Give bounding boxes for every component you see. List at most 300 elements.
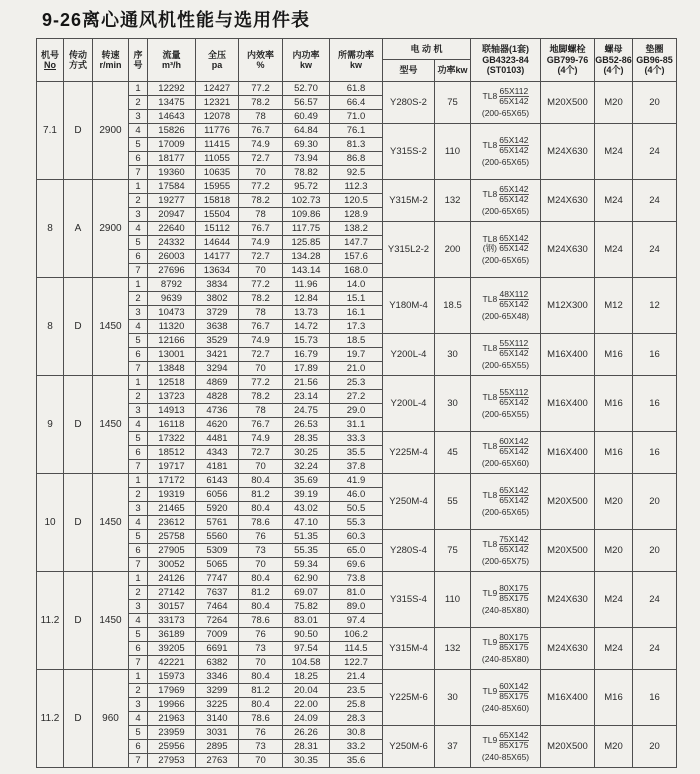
cell-required-power: 76.1 [330, 124, 383, 138]
cell-flow: 19319 [148, 488, 196, 502]
cell-required-power: 71.0 [330, 110, 383, 124]
column-header-motor: 电 动 机 [383, 39, 471, 60]
cell-machine-no: 7.1 [37, 82, 64, 180]
cell-required-power: 97.4 [330, 614, 383, 628]
cell-pressure: 4181 [196, 460, 239, 474]
cell-motor-power: 18.5 [435, 278, 471, 334]
cell-flow: 23959 [148, 726, 196, 740]
cell-nut: M12 [595, 278, 633, 334]
table-row [37, 278, 677, 292]
table-row [37, 82, 677, 96]
column-header: 联轴器(1套) GB4323-84 (ST0103) [471, 39, 541, 82]
table-row [37, 726, 677, 740]
cell-seq: 1 [129, 572, 148, 586]
cell-required-power: 41.9 [330, 474, 383, 488]
cell-anchor-bolt: M20X500 [541, 726, 595, 768]
cell-coupling: TL8 $\frac{60X142}{65X142}$ (200-65X60) [471, 432, 541, 474]
cell-efficiency: 72.7 [239, 446, 283, 460]
cell-seq: 4 [129, 320, 148, 334]
table-body [37, 82, 677, 768]
cell-seq: 7 [129, 362, 148, 376]
cell-seq: 4 [129, 614, 148, 628]
cell-efficiency: 81.2 [239, 684, 283, 698]
cell-internal-power: 69.30 [283, 138, 330, 152]
cell-seq: 3 [129, 600, 148, 614]
cell-seq: 5 [129, 236, 148, 250]
cell-efficiency: 78.6 [239, 614, 283, 628]
cell-pressure: 14644 [196, 236, 239, 250]
cell-flow: 11320 [148, 320, 196, 334]
cell-pressure: 15818 [196, 194, 239, 208]
column-header: 螺母 GB52-86 (4个) [595, 39, 633, 82]
column-header: 机号 No [37, 39, 64, 82]
column-subheader: 型号 [383, 60, 435, 82]
cell-machine-no: 8 [37, 278, 64, 376]
cell-required-power: 157.6 [330, 250, 383, 264]
cell-motor-model: Y280S-2 [383, 82, 435, 124]
cell-anchor-bolt: M16X400 [541, 376, 595, 432]
cell-coupling: TL8 $\frac{55X112}{65X142}$ (200-65X55) [471, 334, 541, 376]
cell-flow: 25956 [148, 740, 196, 754]
cell-anchor-bolt: M16X400 [541, 432, 595, 474]
cell-washer: 12 [633, 278, 677, 334]
table-row [37, 222, 677, 236]
cell-flow: 24126 [148, 572, 196, 586]
cell-anchor-bolt: M20X500 [541, 82, 595, 124]
cell-flow: 26003 [148, 250, 196, 264]
cell-seq: 1 [129, 670, 148, 684]
cell-internal-power: 109.86 [283, 208, 330, 222]
cell-pressure: 10635 [196, 166, 239, 180]
cell-anchor-bolt: M24X630 [541, 572, 595, 628]
cell-efficiency: 74.9 [239, 138, 283, 152]
cell-internal-power: 59.34 [283, 558, 330, 572]
cell-nut: M20 [595, 726, 633, 768]
cell-motor-power: 30 [435, 334, 471, 376]
cell-internal-power: 64.84 [283, 124, 330, 138]
cell-required-power: 128.9 [330, 208, 383, 222]
page-title: 9-26离心通风机性能与选用件表 [42, 10, 311, 30]
cell-pressure: 3802 [196, 292, 239, 306]
cell-washer: 20 [633, 82, 677, 124]
cell-flow: 13475 [148, 96, 196, 110]
cell-anchor-bolt: M12X300 [541, 278, 595, 334]
cell-pressure: 15955 [196, 180, 239, 194]
cell-flow: 27905 [148, 544, 196, 558]
cell-internal-power: 83.01 [283, 614, 330, 628]
cell-internal-power: 90.50 [283, 628, 330, 642]
cell-efficiency: 76 [239, 726, 283, 740]
cell-pressure: 3346 [196, 670, 239, 684]
column-header: 全压 pa [196, 39, 239, 82]
cell-drive-mode: D [64, 474, 93, 572]
cell-required-power: 89.0 [330, 600, 383, 614]
cell-required-power: 21.4 [330, 670, 383, 684]
cell-efficiency: 73 [239, 740, 283, 754]
cell-internal-power: 26.26 [283, 726, 330, 740]
cell-required-power: 33.2 [330, 740, 383, 754]
cell-pressure: 3294 [196, 362, 239, 376]
cell-pressure: 11055 [196, 152, 239, 166]
cell-seq: 6 [129, 740, 148, 754]
cell-efficiency: 77.2 [239, 180, 283, 194]
cell-efficiency: 76.7 [239, 124, 283, 138]
cell-pressure: 11415 [196, 138, 239, 152]
cell-seq: 7 [129, 558, 148, 572]
cell-required-power: 28.3 [330, 712, 383, 726]
cell-seq: 2 [129, 292, 148, 306]
cell-nut: M20 [595, 530, 633, 572]
cell-internal-power: 69.07 [283, 586, 330, 600]
cell-drive-mode: D [64, 376, 93, 474]
cell-washer: 24 [633, 124, 677, 180]
cell-flow: 42221 [148, 656, 196, 670]
cell-internal-power: 32.24 [283, 460, 330, 474]
table-row [37, 180, 677, 194]
cell-internal-power: 16.79 [283, 348, 330, 362]
cell-efficiency: 80.4 [239, 600, 283, 614]
cell-internal-power: 18.25 [283, 670, 330, 684]
cell-drive-mode: D [64, 82, 93, 180]
cell-speed: 1450 [93, 376, 129, 474]
cell-machine-no: 9 [37, 376, 64, 474]
cell-internal-power: 30.35 [283, 754, 330, 768]
cell-motor-model: Y280S-4 [383, 530, 435, 572]
cell-efficiency: 70 [239, 754, 283, 768]
cell-motor-model: Y180M-4 [383, 278, 435, 334]
cell-flow: 17969 [148, 684, 196, 698]
cell-required-power: 55.3 [330, 516, 383, 530]
cell-efficiency: 74.9 [239, 236, 283, 250]
column-header: 地脚螺栓 GB799-76 (4个) [541, 39, 595, 82]
cell-motor-power: 75 [435, 530, 471, 572]
cell-seq: 2 [129, 488, 148, 502]
cell-flow: 17322 [148, 432, 196, 446]
cell-internal-power: 24.75 [283, 404, 330, 418]
cell-flow: 17584 [148, 180, 196, 194]
cell-flow: 19277 [148, 194, 196, 208]
cell-required-power: 15.1 [330, 292, 383, 306]
cell-efficiency: 72.7 [239, 348, 283, 362]
column-header: 所需功率 kw [330, 39, 383, 82]
cell-flow: 33173 [148, 614, 196, 628]
cell-seq: 5 [129, 726, 148, 740]
cell-flow: 22640 [148, 222, 196, 236]
cell-seq: 5 [129, 530, 148, 544]
cell-required-power: 81.3 [330, 138, 383, 152]
cell-required-power: 46.0 [330, 488, 383, 502]
cell-speed: 2900 [93, 82, 129, 180]
cell-efficiency: 70 [239, 166, 283, 180]
cell-flow: 21963 [148, 712, 196, 726]
cell-required-power: 16.1 [330, 306, 383, 320]
table-header [37, 39, 677, 82]
cell-seq: 6 [129, 152, 148, 166]
cell-pressure: 7747 [196, 572, 239, 586]
cell-seq: 5 [129, 138, 148, 152]
cell-motor-model: Y315M-2 [383, 180, 435, 222]
cell-washer: 24 [633, 628, 677, 670]
cell-efficiency: 76.7 [239, 222, 283, 236]
cell-internal-power: 51.35 [283, 530, 330, 544]
cell-pressure: 6382 [196, 656, 239, 670]
cell-washer: 20 [633, 530, 677, 572]
cell-required-power: 81.0 [330, 586, 383, 600]
cell-internal-power: 97.54 [283, 642, 330, 656]
cell-pressure: 12321 [196, 96, 239, 110]
table-row [37, 670, 677, 684]
cell-required-power: 92.5 [330, 166, 383, 180]
cell-efficiency: 76.7 [239, 320, 283, 334]
cell-required-power: 65.0 [330, 544, 383, 558]
cell-internal-power: 78.82 [283, 166, 330, 180]
cell-speed: 1450 [93, 278, 129, 376]
header-row [37, 39, 677, 60]
column-subheader: 功率kw [435, 60, 471, 82]
cell-washer: 16 [633, 376, 677, 432]
cell-required-power: 21.0 [330, 362, 383, 376]
cell-flow: 23612 [148, 516, 196, 530]
cell-efficiency: 73 [239, 642, 283, 656]
cell-seq: 7 [129, 460, 148, 474]
cell-seq: 3 [129, 404, 148, 418]
cell-seq: 4 [129, 516, 148, 530]
cell-internal-power: 56.57 [283, 96, 330, 110]
cell-pressure: 15112 [196, 222, 239, 236]
cell-required-power: 31.1 [330, 418, 383, 432]
cell-required-power: 66.4 [330, 96, 383, 110]
cell-required-power: 61.8 [330, 82, 383, 96]
cell-motor-model: Y200L-4 [383, 376, 435, 432]
cell-pressure: 6143 [196, 474, 239, 488]
cell-motor-power: 110 [435, 124, 471, 180]
cell-pressure: 4869 [196, 376, 239, 390]
cell-pressure: 3729 [196, 306, 239, 320]
cell-anchor-bolt: M20X500 [541, 530, 595, 572]
cell-efficiency: 74.9 [239, 432, 283, 446]
cell-seq: 2 [129, 684, 148, 698]
cell-pressure: 3031 [196, 726, 239, 740]
cell-flow: 17172 [148, 474, 196, 488]
cell-motor-power: 110 [435, 572, 471, 628]
cell-efficiency: 78.2 [239, 390, 283, 404]
cell-efficiency: 74.9 [239, 334, 283, 348]
cell-coupling: TL9 $\frac{60X142}{85X175}$ (240-85X60) [471, 670, 541, 726]
cell-pressure: 3529 [196, 334, 239, 348]
cell-pressure: 6691 [196, 642, 239, 656]
cell-pressure: 5560 [196, 530, 239, 544]
cell-efficiency: 78.2 [239, 96, 283, 110]
cell-motor-power: 55 [435, 474, 471, 530]
cell-flow: 12292 [148, 82, 196, 96]
cell-seq: 7 [129, 656, 148, 670]
cell-flow: 16118 [148, 418, 196, 432]
cell-flow: 36189 [148, 628, 196, 642]
cell-required-power: 19.7 [330, 348, 383, 362]
cell-pressure: 2895 [196, 740, 239, 754]
cell-nut: M20 [595, 82, 633, 124]
column-header: 序 号 [129, 39, 148, 82]
cell-internal-power: 23.14 [283, 390, 330, 404]
cell-flow: 25758 [148, 530, 196, 544]
cell-efficiency: 78.6 [239, 516, 283, 530]
cell-internal-power: 102.73 [283, 194, 330, 208]
cell-flow: 17009 [148, 138, 196, 152]
cell-coupling: TL8 $\frac{55X112}{65X142}$ (200-65X55) [471, 376, 541, 432]
cell-flow: 19360 [148, 166, 196, 180]
cell-pressure: 6056 [196, 488, 239, 502]
cell-internal-power: 11.96 [283, 278, 330, 292]
cell-flow: 27696 [148, 264, 196, 278]
cell-pressure: 5761 [196, 516, 239, 530]
cell-washer: 24 [633, 572, 677, 628]
cell-pressure: 13634 [196, 264, 239, 278]
column-header: 垫圈 GB96-85 (4个) [633, 39, 677, 82]
cell-internal-power: 24.09 [283, 712, 330, 726]
cell-required-power: 37.8 [330, 460, 383, 474]
cell-flow: 27953 [148, 754, 196, 768]
cell-seq: 3 [129, 306, 148, 320]
cell-required-power: 86.8 [330, 152, 383, 166]
cell-coupling: TL8 $\frac{48X112}{65X142}$ (200-65X48) [471, 278, 541, 334]
cell-required-power: 18.5 [330, 334, 383, 348]
cell-pressure: 14177 [196, 250, 239, 264]
cell-required-power: 23.5 [330, 684, 383, 698]
cell-washer: 16 [633, 432, 677, 474]
cell-pressure: 15504 [196, 208, 239, 222]
cell-coupling: TL8 $\frac{65X112}{65X142}$ (200-65X65) [471, 82, 541, 124]
cell-motor-model: Y315M-4 [383, 628, 435, 670]
cell-flow: 30157 [148, 600, 196, 614]
cell-flow: 27142 [148, 586, 196, 600]
cell-pressure: 3225 [196, 698, 239, 712]
cell-pressure: 3638 [196, 320, 239, 334]
cell-pressure: 3834 [196, 278, 239, 292]
cell-internal-power: 134.28 [283, 250, 330, 264]
cell-motor-power: 37 [435, 726, 471, 768]
cell-required-power: 30.8 [330, 726, 383, 740]
cell-speed: 2900 [93, 180, 129, 278]
cell-internal-power: 62.90 [283, 572, 330, 586]
cell-efficiency: 81.2 [239, 586, 283, 600]
cell-flow: 15826 [148, 124, 196, 138]
cell-motor-model: Y200L-4 [383, 334, 435, 376]
cell-efficiency: 80.4 [239, 698, 283, 712]
cell-internal-power: 143.14 [283, 264, 330, 278]
cell-machine-no: 11.2 [37, 670, 64, 768]
cell-internal-power: 17.89 [283, 362, 330, 376]
cell-efficiency: 70 [239, 558, 283, 572]
cell-required-power: 35.6 [330, 754, 383, 768]
cell-internal-power: 22.00 [283, 698, 330, 712]
cell-efficiency: 81.2 [239, 488, 283, 502]
cell-internal-power: 21.56 [283, 376, 330, 390]
cell-nut: M24 [595, 180, 633, 222]
cell-flow: 14913 [148, 404, 196, 418]
cell-pressure: 7264 [196, 614, 239, 628]
cell-flow: 19717 [148, 460, 196, 474]
cell-speed: 960 [93, 670, 129, 768]
cell-nut: M16 [595, 376, 633, 432]
cell-efficiency: 70 [239, 656, 283, 670]
cell-flow: 8792 [148, 278, 196, 292]
cell-anchor-bolt: M20X500 [541, 474, 595, 530]
cell-nut: M24 [595, 124, 633, 180]
cell-washer: 24 [633, 222, 677, 278]
cell-flow: 21465 [148, 502, 196, 516]
cell-internal-power: 26.53 [283, 418, 330, 432]
cell-coupling: TL9 $\frac{80X175}{85X175}$ (240-85X80) [471, 572, 541, 628]
cell-pressure: 5309 [196, 544, 239, 558]
cell-efficiency: 72.7 [239, 250, 283, 264]
cell-required-power: 25.8 [330, 698, 383, 712]
cell-nut: M24 [595, 572, 633, 628]
cell-seq: 4 [129, 712, 148, 726]
cell-flow: 39205 [148, 642, 196, 656]
cell-seq: 7 [129, 264, 148, 278]
cell-pressure: 7637 [196, 586, 239, 600]
cell-seq: 1 [129, 376, 148, 390]
cell-efficiency: 78 [239, 110, 283, 124]
cell-coupling: TL8 $\frac{65X142}{65X142}$ (200-65X65) [471, 474, 541, 530]
cell-motor-power: 200 [435, 222, 471, 278]
cell-coupling: TL9 $\frac{65X142}{85X175}$ (240-85X65) [471, 726, 541, 768]
cell-efficiency: 78 [239, 306, 283, 320]
cell-required-power: 35.5 [330, 446, 383, 460]
column-header: 流量 m³/h [148, 39, 196, 82]
table-row [37, 572, 677, 586]
cell-seq: 6 [129, 544, 148, 558]
cell-flow: 18177 [148, 152, 196, 166]
cell-pressure: 7464 [196, 600, 239, 614]
cell-efficiency: 70 [239, 362, 283, 376]
cell-required-power: 25.3 [330, 376, 383, 390]
cell-nut: M16 [595, 334, 633, 376]
cell-pressure: 5920 [196, 502, 239, 516]
cell-efficiency: 77.2 [239, 278, 283, 292]
cell-flow: 10473 [148, 306, 196, 320]
cell-efficiency: 80.4 [239, 502, 283, 516]
cell-washer: 20 [633, 474, 677, 530]
cell-efficiency: 73 [239, 544, 283, 558]
cell-required-power: 17.3 [330, 320, 383, 334]
cell-required-power: 122.7 [330, 656, 383, 670]
cell-seq: 4 [129, 222, 148, 236]
column-header: 传动 方式 [64, 39, 93, 82]
table-row [37, 376, 677, 390]
cell-internal-power: 28.31 [283, 740, 330, 754]
cell-flow: 20947 [148, 208, 196, 222]
cell-coupling: TL9 $\frac{80X175}{85X175}$ (240-85X80) [471, 628, 541, 670]
cell-required-power: 27.2 [330, 390, 383, 404]
cell-motor-power: 30 [435, 670, 471, 726]
cell-pressure: 5065 [196, 558, 239, 572]
cell-required-power: 69.6 [330, 558, 383, 572]
cell-efficiency: 80.4 [239, 474, 283, 488]
cell-anchor-bolt: M16X400 [541, 334, 595, 376]
column-header: 转速 r/min [93, 39, 129, 82]
cell-machine-no: 8 [37, 180, 64, 278]
cell-required-power: 112.3 [330, 180, 383, 194]
cell-washer: 16 [633, 670, 677, 726]
cell-seq: 6 [129, 446, 148, 460]
cell-seq: 6 [129, 250, 148, 264]
cell-internal-power: 35.69 [283, 474, 330, 488]
cell-required-power: 114.5 [330, 642, 383, 656]
cell-pressure: 3140 [196, 712, 239, 726]
cell-anchor-bolt: M24X630 [541, 628, 595, 670]
cell-seq: 3 [129, 698, 148, 712]
